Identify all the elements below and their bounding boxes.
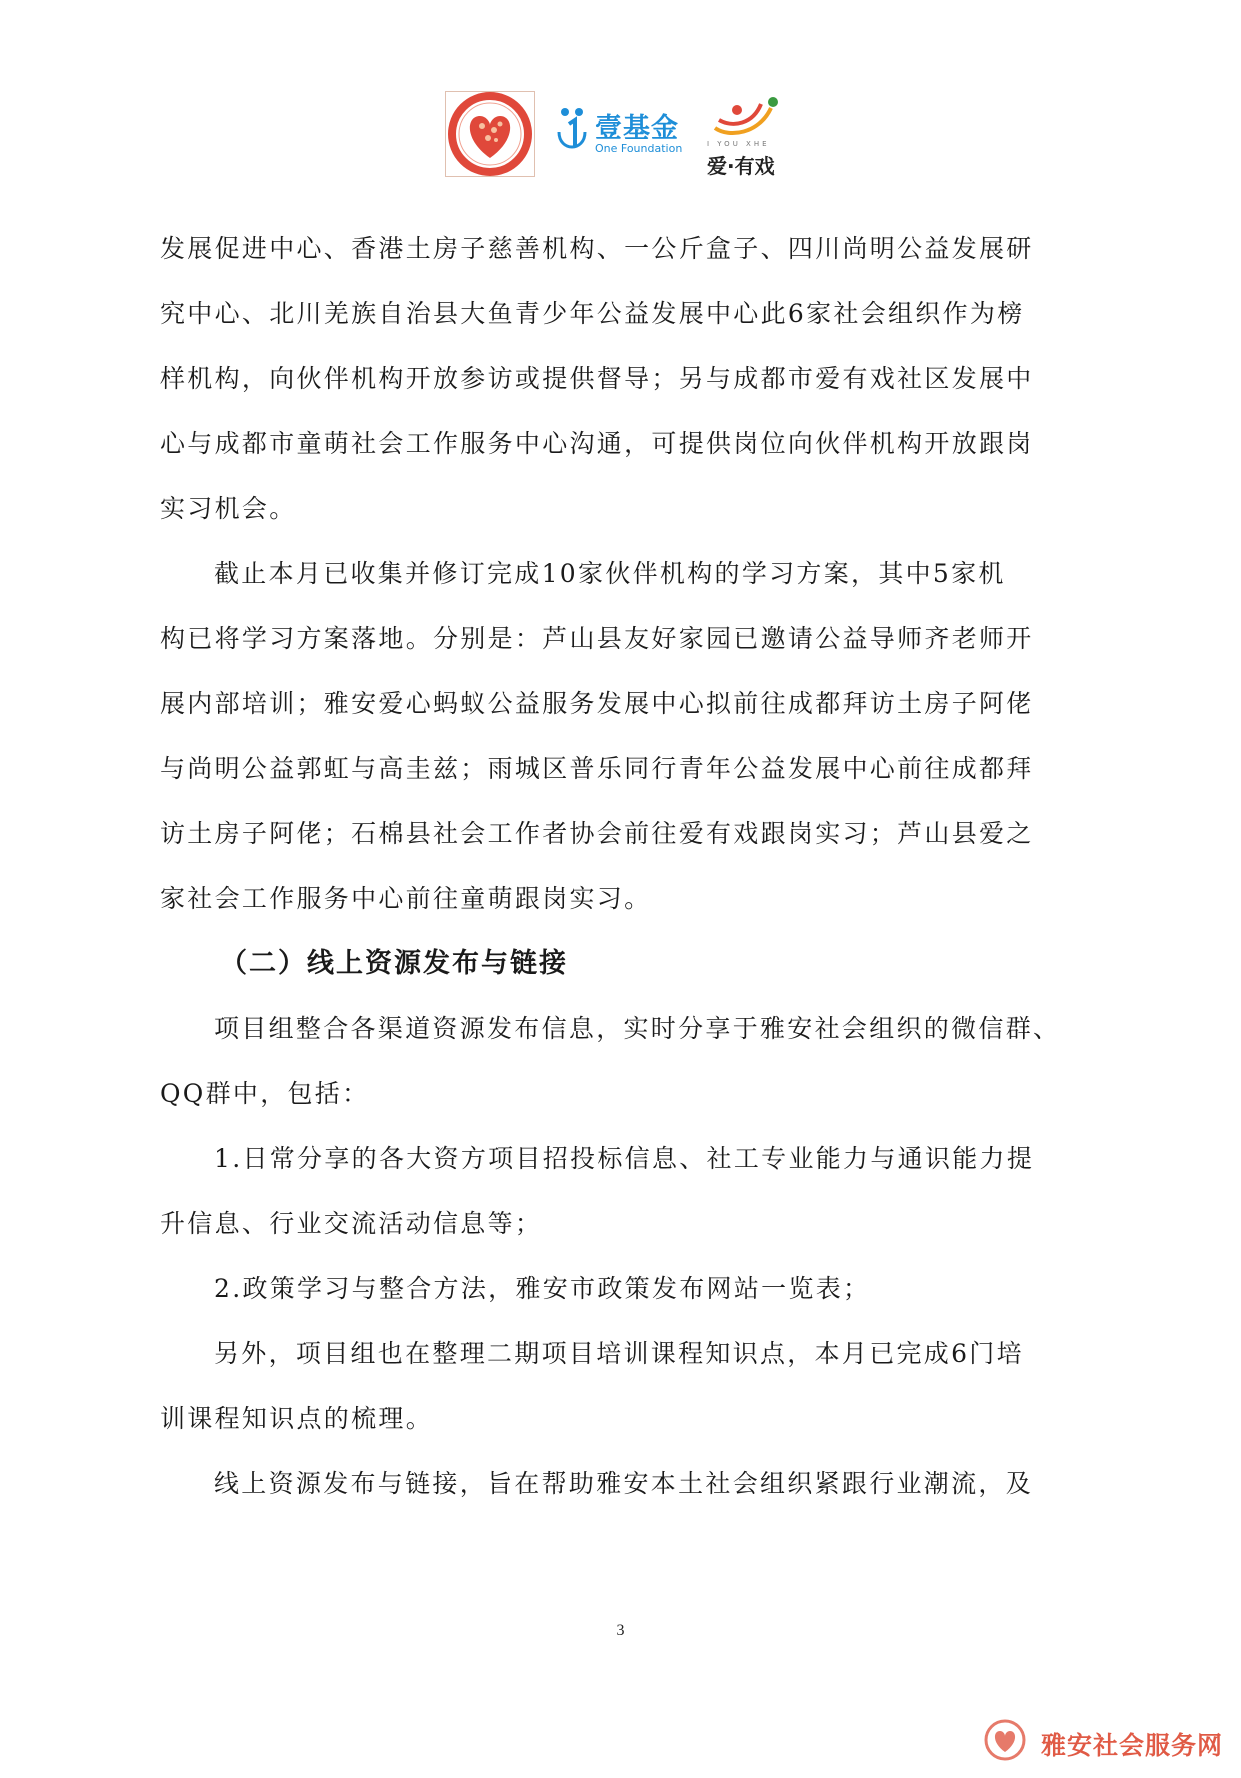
- one-foundation-en: One Foundation: [595, 142, 683, 155]
- text-line: 心与成都市童萌社会工作服务中心沟通，可提供岗位向伙伴机构开放跟岗: [160, 429, 1034, 458]
- ai-you-xi-cn: 爱·有戏: [707, 154, 775, 178]
- header-logo-bar: [445, 88, 795, 178]
- paragraph-2: [160, 541, 1090, 931]
- text-line: QQ群中，包括：: [160, 1079, 370, 1108]
- text-line: 究中心、北川羌族自治县大鱼青少年公益发展中心此6家社会组织作为榜: [160, 299, 1025, 328]
- paragraph-6: [160, 1321, 1090, 1451]
- text-line: 升信息、行业交流活动信息等；: [160, 1209, 543, 1238]
- text-line: 另外，项目组也在整理二期项目培训课程知识点，本月已完成6门培: [214, 1339, 1024, 1368]
- watermark-heart-icon: [983, 1718, 1027, 1762]
- paragraph-3: [160, 996, 1090, 1126]
- text-line: 项目组整合各渠道资源发布信息，实时分享于雅安社会组织的微信群、: [214, 1014, 1061, 1043]
- section-heading: （二）线上资源发布与链接: [220, 948, 568, 979]
- text-line: 截止本月已收集并修订完成10家伙伴机构的学习方案，其中5家机: [214, 559, 1006, 588]
- text-line: 2.政策学习与整合方法，雅安市政策发布网站一览表；: [214, 1274, 871, 1303]
- text-line: 家社会工作服务中心前往童萌跟岗实习。: [160, 884, 652, 913]
- paragraph-1: [160, 216, 1090, 541]
- page-number: 3: [616, 1622, 625, 1639]
- text-line: 1.日常分享的各大资方项目招投标信息、社工专业能力与通识能力提: [214, 1144, 1035, 1173]
- text-line: 样机构，向伙伴机构开放参访或提供督导；另与成都市爱有戏社区发展中: [160, 364, 1034, 393]
- heart-logo-icon: [446, 92, 534, 176]
- text-line: 线上资源发布与链接，旨在帮助雅安本土社会组织紧跟行业潮流，及: [214, 1469, 1034, 1498]
- text-line: 发展促进中心、香港土房子慈善机构、一公斤盒子、四川尚明公益发展研: [160, 234, 1034, 263]
- one-foundation-cn: 壹基金: [595, 113, 679, 144]
- text-line: 构已将学习方案落地。分别是：芦山县友好家园已邀请公益导师齐老师开: [160, 624, 1034, 653]
- site-watermark: [983, 1718, 1223, 1764]
- paragraph-7: [160, 1451, 1090, 1516]
- document-body: [160, 216, 1090, 1516]
- one-foundation-logo: [553, 102, 693, 162]
- one-foundation-icon: [553, 102, 591, 162]
- watermark-text: 雅安社会服务网: [1040, 1731, 1223, 1760]
- ai-you-xi-small-text: I YOU XHE: [707, 140, 770, 148]
- ai-you-xi-logo: [705, 94, 795, 178]
- heart-logo: [445, 91, 535, 177]
- text-line: 实习机会。: [160, 494, 297, 523]
- text-line: 访土房子阿佬；石棉县社会工作者协会前往爱有戏跟岗实习；芦山县爱之: [160, 819, 1034, 848]
- ai-you-xi-icon: [709, 94, 789, 142]
- text-line: 训课程知识点的梳理。: [160, 1404, 434, 1433]
- paragraph-5: [160, 1256, 1090, 1321]
- paragraph-4: [160, 1126, 1090, 1256]
- text-line: 与尚明公益郭虹与高圭兹；雨城区普乐同行青年公益发展中心前往成都拜: [160, 754, 1034, 783]
- text-line: 展内部培训；雅安爱心蚂蚁公益服务发展中心拟前往成都拜访土房子阿佬: [160, 689, 1034, 718]
